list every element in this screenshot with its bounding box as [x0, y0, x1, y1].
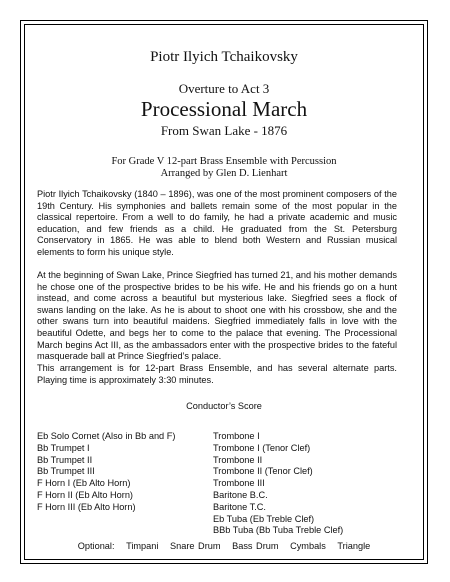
inner-border: [24, 24, 424, 560]
part-item: F Horn III (Eb Alto Horn): [37, 501, 136, 512]
parts-list-right: [213, 431, 343, 537]
percussion-item: Bass Drum: [232, 541, 279, 551]
part-item: Bb Trumpet I: [37, 442, 90, 453]
percussion-item: Cymbals: [290, 541, 326, 551]
score-heading: Conductor’s Score: [186, 401, 262, 411]
part-item: F Horn I (Eb Alto Horn): [37, 478, 131, 489]
biography-paragraph: Piotr Ilyich Tchaikovsky (1840 – 1896), was one of the most prominent composers of the 19th Century. His symphonies and ballets remain some of the most popular in the classical repertoire. From a well to do family, he had a private academic and music education, and few friends as a child. He graduated from the St. Petersburg Conservatory in 1865. He was able to blend both Western and Russian musical elements to form his unique style.: [37, 189, 397, 257]
optional-percussion: [25, 541, 423, 551]
part-item: Bb Trumpet III: [37, 466, 95, 477]
piece-title: Processional March: [140, 97, 308, 121]
part-item: Eb Solo Cornet (Also in Bb and F): [37, 431, 176, 441]
parts-list-left: [37, 431, 175, 514]
part-item: Eb Tuba (Eb Treble Clef): [213, 513, 315, 524]
percussion-item: Snare Drum: [169, 541, 221, 551]
part-item: Trombone II: [213, 454, 263, 465]
part-item: Baritone T.C.: [213, 501, 266, 512]
arrangement-paragraph: This arrangement is for 12-part Brass Ensemble, and has several alternate parts. Playing time is approximately 3:30 minutes.: [37, 363, 397, 385]
part-item: BBb Tuba (Bb Tuba Treble Clef): [213, 525, 344, 536]
arranger-line: Arranged by Glen D. Lienhart: [160, 168, 288, 179]
grade-line: For Grade V 12-part Brass Ensemble with Percussion: [111, 156, 337, 167]
part-item: Trombone I: [213, 431, 260, 441]
part-item: Trombone I (Tenor Clef): [213, 442, 311, 453]
story-paragraph: At the beginning of Swan Lake, Prince Siegfried has turned 21, and his mother demands he chose one of the prospective brides to be his wife. He and his friends go on a hunt instead, and come across a beautiful but mysterious lake. Siegfried sees a flock of swans landing on the lake. As he is about to shoot one with his crossbow, she and the other swans turn into beautiful maidens. Siegfried immediately falls in love with the beautiful Odette, and begs her to come to the palace that evening. The Processional March begins Act III, as the ambassadors enter with the prospective brides to the fateful masquerade ball at Prince Siegfried’s palace.: [37, 270, 397, 362]
part-item: Trombone III: [213, 478, 265, 489]
percussion-item: Triangle: [337, 541, 371, 551]
overture-line: Overture to Act 3: [178, 81, 270, 96]
optional-label: Optional:: [77, 541, 115, 551]
piece-subtitle: From Swan Lake - 1876: [160, 123, 288, 138]
part-item: Baritone B.C.: [213, 489, 268, 500]
part-item: Trombone II (Tenor Clef): [213, 466, 313, 477]
composer-name: Piotr Ilyich Tchaikovsky: [150, 49, 298, 65]
part-item: F Horn II (Eb Alto Horn): [37, 489, 133, 500]
part-item: Bb Trumpet II: [37, 454, 93, 465]
percussion-item: Timpani: [126, 541, 159, 551]
page-border: [20, 20, 428, 564]
